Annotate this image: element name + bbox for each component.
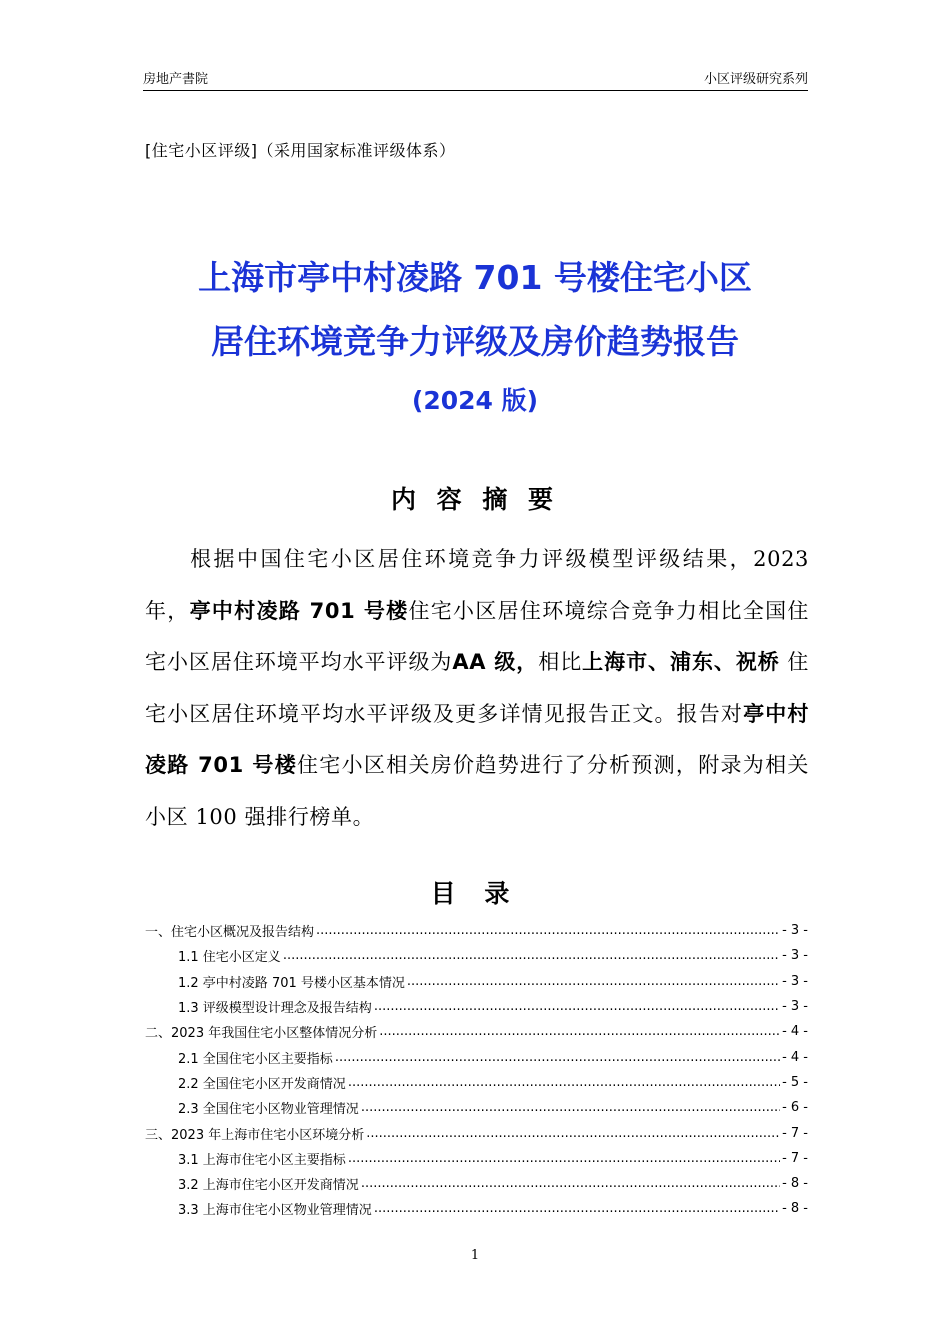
header-left-text: 房地产書院 — [143, 72, 209, 87]
summary-paragraph — [145, 534, 809, 843]
summary-text-4: 住宅小区居住环境平均水平评级及更多详情见报告正文。报告对 — [145, 650, 809, 726]
toc-item-page: - 3 - — [782, 948, 808, 964]
toc-item[interactable] — [145, 1171, 808, 1196]
toc-item[interactable] — [145, 1019, 808, 1044]
toc-leader-dots — [316, 923, 780, 938]
summary-text-1: 根据中国住宅小区居住环境竞争力评级模型评级结果，2023 年， — [145, 547, 809, 623]
toc-item-page: - 7 - — [782, 1125, 808, 1141]
toc-item-page: - 8 - — [782, 1176, 808, 1192]
toc-item[interactable] — [145, 1044, 808, 1069]
toc-item[interactable] — [145, 1095, 808, 1120]
toc-item[interactable] — [145, 1196, 808, 1221]
toc-leader-dots — [348, 1075, 780, 1090]
toc-item-title: 1.2 亭中村凌路 701 号楼小区基本情况 — [178, 975, 405, 991]
toc-item-page: - 5 - — [782, 1074, 808, 1090]
toc-leader-dots — [348, 1151, 780, 1166]
toc-item[interactable] — [145, 994, 808, 1019]
header-right-text: 小区评级研究系列 — [703, 72, 808, 87]
toc-item-page: - 7 - — [782, 1150, 808, 1166]
toc-item-page: - 3 - — [782, 973, 808, 989]
report-edition: (2024 版) — [411, 386, 539, 415]
toc-item[interactable] — [145, 1146, 808, 1171]
page-header — [143, 66, 808, 91]
toc-item-title: 3.3 上海市住宅小区物业管理情况 — [178, 1203, 372, 1219]
toc-item-title: 3.2 上海市住宅小区开发商情况 — [178, 1178, 359, 1194]
toc-item-title: 三、2023 年上海市住宅小区环境分析 — [145, 1127, 365, 1143]
toc-item-page: - 3 - — [782, 999, 808, 1015]
toc-item-title: 1.3 评级模型设计理念及报告结构 — [178, 1001, 372, 1017]
summary-text-2: 住宅小区居住环境综合竞争力相比全国住宅小区居住环境平均水平评级为 — [145, 598, 809, 674]
toc-heading: 目 录 — [430, 879, 520, 908]
toc-leader-dots — [283, 948, 780, 963]
toc-item-title: 二、2023 年我国住宅小区整体情况分析 — [145, 1026, 378, 1042]
toc-item-page: - 8 - — [782, 1201, 808, 1217]
toc-leader-dots — [361, 1100, 780, 1115]
summary-text-5: 住宅小区相关房价趋势进行了分析预测，附录为相关小区 100 强排行榜单。 — [145, 753, 809, 829]
toc-item-title: 2.1 全国住宅小区主要指标 — [178, 1051, 333, 1067]
toc-leader-dots — [335, 1050, 780, 1065]
toc-item[interactable] — [145, 943, 808, 968]
toc-item-title: 2.3 全国住宅小区物业管理情况 — [178, 1102, 359, 1118]
toc-item[interactable] — [145, 969, 808, 994]
toc-leader-dots — [361, 1176, 780, 1191]
summary-bold-rating: AA 级， — [452, 650, 539, 674]
toc-item-page: - 6 - — [782, 1100, 808, 1116]
table-of-contents — [145, 918, 808, 1222]
summary-text-3: 相比 — [538, 650, 583, 674]
toc-leader-dots — [379, 1024, 780, 1039]
report-title-line-1: 上海市亭中村凌路 701 号楼住宅小区 — [198, 258, 752, 297]
summary-bold-regions: 上海市、浦东、祝桥 — [582, 650, 780, 674]
toc-leader-dots — [366, 1126, 780, 1141]
summary-bold-community-1: 亭中村凌路 701 号楼 — [189, 598, 409, 623]
report-category-tag: [住宅小区评级]（采用国家标准评级体系） — [145, 141, 456, 160]
summary-bold-community-2: 亭中村凌路 701 号楼 — [145, 701, 809, 777]
toc-item-title: 一、住宅小区概况及报告结构 — [145, 925, 315, 941]
toc-leader-dots — [407, 974, 780, 989]
toc-leader-dots — [374, 999, 780, 1014]
page-number: 1 — [470, 1248, 480, 1263]
toc-item-page: - 3 - — [782, 923, 808, 939]
toc-item[interactable] — [145, 918, 808, 943]
toc-item-title: 1.1 住宅小区定义 — [178, 950, 281, 966]
toc-item-title: 2.2 全国住宅小区开发商情况 — [178, 1076, 346, 1092]
toc-leader-dots — [374, 1201, 780, 1216]
summary-heading: 内 容 摘 要 — [390, 485, 560, 514]
toc-item-title: 3.1 上海市住宅小区主要指标 — [178, 1152, 346, 1168]
toc-item-page: - 4 - — [782, 1049, 808, 1065]
report-title-line-2: 居住环境竞争力评级及房价趋势报告 — [211, 322, 739, 361]
toc-item-page: - 4 - — [782, 1024, 808, 1040]
toc-item[interactable] — [145, 1120, 808, 1145]
toc-item[interactable] — [145, 1070, 808, 1095]
